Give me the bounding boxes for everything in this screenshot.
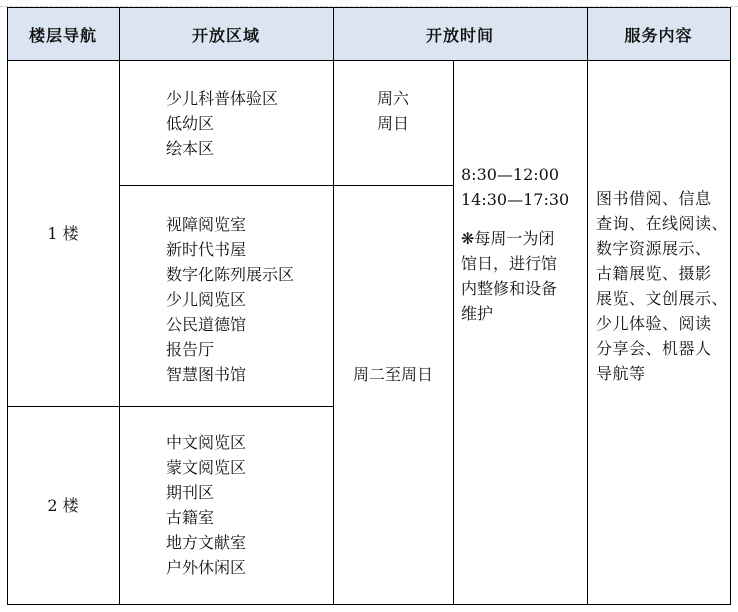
area-item: 低幼区 <box>166 114 215 133</box>
days-weekend <box>333 86 453 136</box>
area-item: 户外休闲区 <box>166 558 247 577</box>
service-line: 图书借阅、信息 <box>596 189 712 208</box>
area-item: 蒙文阅览区 <box>166 458 247 477</box>
header-floor-label: 楼层导航 <box>28 25 97 45</box>
header-service-content <box>587 8 730 60</box>
closing-note-line: ❋每周一为闭 <box>461 229 555 248</box>
header-open-time <box>333 8 587 60</box>
header-time-label: 开放时间 <box>425 25 494 45</box>
table-border-top <box>7 7 731 8</box>
hours-morning: 8:30—12:00 <box>461 165 560 184</box>
floor-2-cell <box>7 406 119 604</box>
row-divider-floors <box>7 406 333 407</box>
service-line: 古籍展览、摄影 <box>596 264 712 283</box>
area-item: 智慧图书馆 <box>166 365 247 384</box>
area-item: 公民道德馆 <box>166 315 247 334</box>
closing-note-line: 馆日，进行馆 <box>461 254 558 273</box>
table-border-bottom <box>7 604 731 605</box>
service-line: 分享会、机器人 <box>596 339 712 358</box>
area-item: 中文阅览区 <box>166 433 247 452</box>
column-divider-2 <box>333 7 334 605</box>
area-group-3 <box>166 430 331 580</box>
hours-cell <box>461 162 585 326</box>
column-divider-1 <box>119 7 120 605</box>
area-item: 少儿阅览区 <box>166 290 247 309</box>
closing-note-line: 维护 <box>461 304 494 323</box>
service-line: 数字资源展示、 <box>596 239 712 258</box>
floor-2-label: 2 楼 <box>47 495 79 515</box>
service-line: 展览、文创展示、 <box>596 289 729 308</box>
closing-note-line: 内整修和设备 <box>461 279 558 298</box>
header-area-label: 开放区域 <box>191 25 260 45</box>
day-item: 周六 <box>376 89 409 108</box>
service-line: 查询、在线阅读、 <box>596 214 729 233</box>
header-divider <box>7 60 731 61</box>
floor-1-cell <box>7 60 119 406</box>
area-item: 视障阅览室 <box>166 215 247 234</box>
area-item: 古籍室 <box>166 508 215 527</box>
area-item: 绘本区 <box>166 139 215 158</box>
column-divider-3 <box>453 60 454 605</box>
day-item: 周日 <box>376 114 409 133</box>
table-border-right <box>730 7 731 605</box>
area-group-2 <box>166 212 331 387</box>
area-item: 报告厅 <box>166 340 215 359</box>
days-weekday-label: 周二至周日 <box>352 364 433 384</box>
floor-1-label: 1 楼 <box>47 223 79 243</box>
area-group-1 <box>166 86 331 161</box>
table-border-left <box>7 7 8 605</box>
area-item: 新时代书屋 <box>166 240 247 259</box>
sheet-top-gridline <box>0 0 738 7</box>
header-open-area <box>119 8 333 60</box>
area-item: 少儿科普体验区 <box>166 89 279 108</box>
service-line: 导航等 <box>596 364 646 383</box>
service-content-cell <box>596 186 736 386</box>
row-divider-area-1 <box>119 185 453 186</box>
header-floor-navigation <box>7 8 119 60</box>
hours-afternoon: 14:30—17:30 <box>461 190 570 209</box>
column-divider-4 <box>587 7 588 605</box>
header-service-label: 服务内容 <box>624 25 693 45</box>
area-item: 期刊区 <box>166 483 215 502</box>
area-item: 地方文献室 <box>166 533 247 552</box>
area-item: 数字化陈列展示区 <box>166 265 295 284</box>
service-line: 少儿体验、阅读 <box>596 314 712 333</box>
days-weekday-cell <box>333 186 453 562</box>
